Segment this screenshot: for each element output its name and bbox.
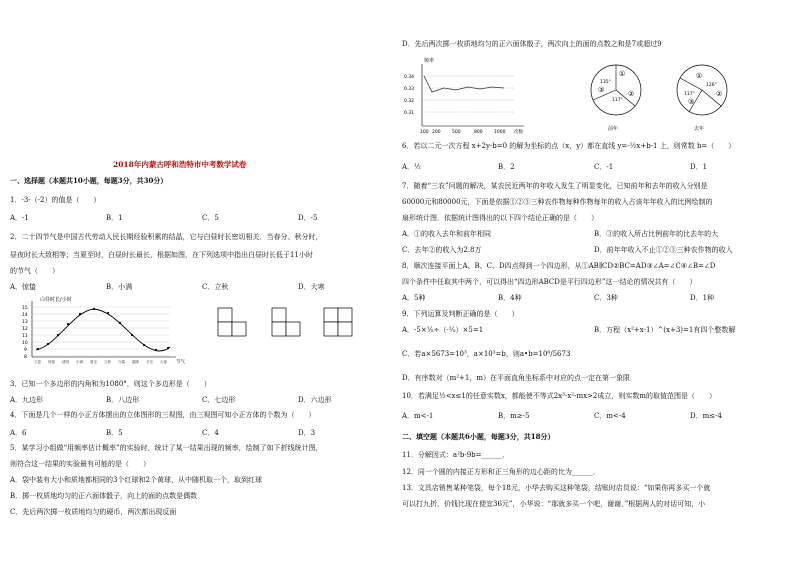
page-title: 2018年内蒙古呼和浩特市中考数学试卷 xyxy=(113,160,247,169)
svg-text:大寒: 大寒 xyxy=(160,360,167,364)
daylight-points xyxy=(37,308,169,351)
freq-ytick-033: 0.33 xyxy=(404,87,415,92)
pie2-label-3: ③ xyxy=(688,98,695,106)
svg-text:清明: 清明 xyxy=(62,360,69,364)
three-views-figure xyxy=(214,300,379,360)
ytick-12: 12 xyxy=(22,327,28,332)
question-7-line2: 60000元和80000元，下面是依据①②③三种农作物每种作物每年的收入占该年年收入的比例绘制的 xyxy=(402,198,713,206)
q2-option-a: A．惊蛰 xyxy=(10,283,37,291)
q10-option-b: B．m≥-5 xyxy=(498,412,530,420)
pie-chart-qiannian xyxy=(591,65,641,132)
q6-option-a: A．½ xyxy=(402,163,421,171)
svg-text:立秋: 立秋 xyxy=(104,360,111,364)
q3-option-b: B．八边形 xyxy=(106,396,140,404)
q9-option-d: D．有序数对（m²+1，m）在平面直角坐标系中对应的点一定在第一象限 xyxy=(402,374,631,382)
freq-line xyxy=(424,76,504,92)
question-9: 9．下列运算及判断正确的是（ ） xyxy=(402,310,519,318)
daylight-yticks xyxy=(22,305,28,360)
freq-xtick-800: 800 xyxy=(474,130,483,135)
q3-option-c: C．七边形 xyxy=(202,396,236,404)
q1-option-b: B．1 xyxy=(106,214,123,222)
ytick-13: 13 xyxy=(22,320,28,325)
q8-option-b: B．4种 xyxy=(498,294,522,302)
freq-xlabel: 次数 xyxy=(514,130,523,135)
freq-xtick-500: 500 xyxy=(452,130,461,135)
svg-text:白露: 白露 xyxy=(118,360,125,364)
freq-ytick-031: 0.31 xyxy=(404,111,415,116)
pie1-label-3: ③ xyxy=(598,86,605,94)
frequency-chart xyxy=(394,54,544,136)
question-12: 12．同一个圆的内接正方形和正三角形的边心距的比为______． xyxy=(402,468,600,476)
q10-option-a: A．m<-1 xyxy=(402,412,434,420)
freq-xticks xyxy=(420,129,506,135)
q2-option-b: B．小满 xyxy=(106,283,133,291)
pie2-label-2: ② xyxy=(716,90,723,98)
svg-text:冬至: 冬至 xyxy=(146,360,153,364)
pie1-angle-a: 135° xyxy=(600,80,611,85)
pie2-angle-b: 117° xyxy=(684,92,695,97)
question-8-line2: 四个条件中任取其中两个，可以得出“四边形ABCD是平行四边形”这一结论的情况共有（ ） xyxy=(402,278,697,286)
q2-option-c: C．立秋 xyxy=(202,283,229,291)
q6-option-c: C．-1 xyxy=(594,163,614,171)
q6-option-b: B．2 xyxy=(498,163,515,171)
question-7-line1: 7．随着“三农”问题的解决，某农民近两年的年收入发生了明显变化，已知前年和去年的收入分别是 xyxy=(402,182,708,190)
q5-option-a: A．袋中装有大小和质地都相同的3个红球和2个黄球，从中随机取一个，取到红球 xyxy=(10,476,262,484)
q10-option-c: C．m<-4 xyxy=(594,412,626,420)
q4-option-b: B．5 xyxy=(106,429,123,437)
question-2-line3: 的节气（ ） xyxy=(10,267,59,275)
daylight-graph-ylabel: 白昼时长/小时 xyxy=(40,297,72,303)
question-3: 3．已知一个多边形的内角和为1080°，则这个多边形是（ ） xyxy=(10,380,211,388)
q6-option-d: D．1 xyxy=(690,163,708,171)
q7-option-d: D．前年年收入不止①②③三种农作物的收入 xyxy=(594,246,733,254)
q8-option-d: D．1种 xyxy=(690,294,715,302)
daylight-graph xyxy=(8,293,188,373)
q1-option-a: A．-1 xyxy=(10,214,29,222)
pie-chart-qunian xyxy=(677,65,727,132)
pie1-label-1: ① xyxy=(619,70,626,78)
daylight-grid xyxy=(32,307,170,356)
pie1-label-2: ② xyxy=(628,90,635,98)
freq-ylabel: 频率 xyxy=(424,58,435,64)
pie2-angle-a: 126° xyxy=(706,83,717,88)
svg-text:立春: 立春 xyxy=(34,360,41,364)
ytick-10: 10 xyxy=(22,341,28,346)
q4-option-a: A．6 xyxy=(10,429,27,437)
svg-text:夏至: 夏至 xyxy=(90,360,97,364)
question-7-line3: 扇形统计图．依据统计图得出的以下四个结论正确的是（ ） xyxy=(402,214,598,222)
q3-option-d: D．六边形 xyxy=(298,396,332,404)
q9-option-c: C．若a×5673=10³，a×10³=b，则a•b=10⁶/5673 xyxy=(402,350,571,358)
question-2-line2: 昼夜时长大致相等；当夏至时，白昼时长最长，根据如图，在下列选项中指出白昼时长低于11小时 xyxy=(10,251,313,259)
q9-option-b: B．方程（x²+x-1）^(x+3)=1有四个整数解 xyxy=(594,326,736,334)
section-fill-heading: 二、填空题（本题共6小题，每题3分，共18分） xyxy=(402,432,555,441)
q5-option-c: C．先后两次掷一枚质地均匀的硬币，两次都出现反面 xyxy=(10,508,177,516)
q1-option-d: D．-5 xyxy=(298,214,318,222)
pie2-caption: 去年 xyxy=(694,126,705,132)
freq-ytick-034: 0.34 xyxy=(404,75,415,80)
svg-text:霜降: 霜降 xyxy=(132,360,139,364)
q7-option-c: C．去年②的收入为2.8万 xyxy=(402,246,482,254)
svg-text:惊蛰: 惊蛰 xyxy=(48,360,55,364)
pie1-angle-b: 117° xyxy=(612,98,623,103)
question-5-line1: 5．某学习小组做“用频率估计概率”的实验时，统计了某一结果出现的频率，绘制了如下折线统计图， xyxy=(10,444,323,452)
q5-option-b: B．掷一枚质地均匀的正六面体骰子，向上的面的点数是偶数 xyxy=(10,492,198,500)
question-2-line1: 2．二十四节气是中国古代劳动人民长期经验积累的结晶，它与白昼时长密切相关．当春分、秋分时， xyxy=(10,233,323,241)
q10-option-d: D．m≤-4 xyxy=(690,412,722,420)
freq-xtick-100: 100 xyxy=(420,130,429,135)
top-view xyxy=(324,308,352,336)
ytick-14: 14 xyxy=(22,313,28,318)
q7-option-b: B．③的收入所占比例前年的比去年的大 xyxy=(594,230,719,238)
section-choice-heading: 一、选择题（本题共10小题，每题3分，共30分） xyxy=(10,176,168,185)
q2-option-d: D．大寒 xyxy=(298,283,325,291)
q7-option-a: A．①的收入去年和前年相同 xyxy=(402,230,492,238)
side-view xyxy=(272,308,300,336)
question-13-line1: 13．文具店销售某种笔袋，每个18元，小华去购买这种笔袋，结账时店员说：“如果你再多买一个就 xyxy=(402,484,711,492)
freq-yticks xyxy=(404,74,414,116)
question-13-line2: 可以打九折，价钱比现在便宜36元”，小华说：“那就多买一个吧，谢谢，”根据两人的对话可知，小 xyxy=(402,500,706,508)
q8-option-a: A．5种 xyxy=(402,294,426,302)
question-6: 6．若以二元一次方程 x+2y-b=0 的解为坐标的点（x，y）都在直线 y=-½x+b-1 上，则常数 b=（ ） xyxy=(402,142,736,150)
q8-option-c: C．3种 xyxy=(594,294,618,302)
q1-option-c: C．5 xyxy=(202,214,219,222)
q3-option-a: A．九边形 xyxy=(10,396,44,404)
question-4: 4．下面是几个一样的小正方体摆出的立体图形的三视图，由三视图可知小正方体的个数为（ ） xyxy=(10,411,316,419)
q4-option-c: C．4 xyxy=(202,429,219,437)
question-5-line2: 则符合这一结果的实验最有可能的是（ ） xyxy=(10,460,150,468)
freq-xtick-1000: 1000 xyxy=(494,130,506,135)
question-11: 11．分解因式：a²b-9b=______． xyxy=(402,451,510,459)
daylight-xticks-decor xyxy=(34,359,167,364)
daylight-curve xyxy=(36,309,170,351)
freq-ytick-032: 0.32 xyxy=(404,99,415,104)
ytick-9: 9 xyxy=(24,348,27,353)
question-1: 1．-3-（-2）的值是（ ） xyxy=(10,196,101,204)
ytick-11: 11 xyxy=(22,334,28,339)
pie2-label-1: ① xyxy=(696,72,703,80)
front-view xyxy=(218,308,246,336)
daylight-graph-xlabel: 节气 xyxy=(176,360,185,365)
question-10: 10．若满足½<x≤1的任意实数x，都能使不等式2x³-x²-mx>2成立，则实数m的取值范围是（ ） xyxy=(402,392,717,400)
freq-gridlines xyxy=(422,76,514,112)
ytick-15: 15 xyxy=(22,306,28,311)
q5-option-d: D．先后两次掷一枚质地均匀的正六面体骰子，两次向上的面的点数之和是7或超过9 xyxy=(402,40,662,48)
question-8-line1: 8．顺次连接平面上A、B、C、D四点得到一个四边形，从①AB∥CD②BC=AD③∠A=∠C④∠B=∠D xyxy=(402,262,716,270)
pie1-caption: 前年 xyxy=(608,126,619,132)
q4-option-d: D．3 xyxy=(298,429,316,437)
ytick-8: 8 xyxy=(24,355,27,360)
pie-charts xyxy=(580,56,750,138)
freq-xtick-200: 200 xyxy=(432,130,441,135)
svg-text:小满: 小满 xyxy=(76,360,83,364)
q9-option-a: A．-5×⅕÷（-⅕）×5=1 xyxy=(402,326,484,334)
